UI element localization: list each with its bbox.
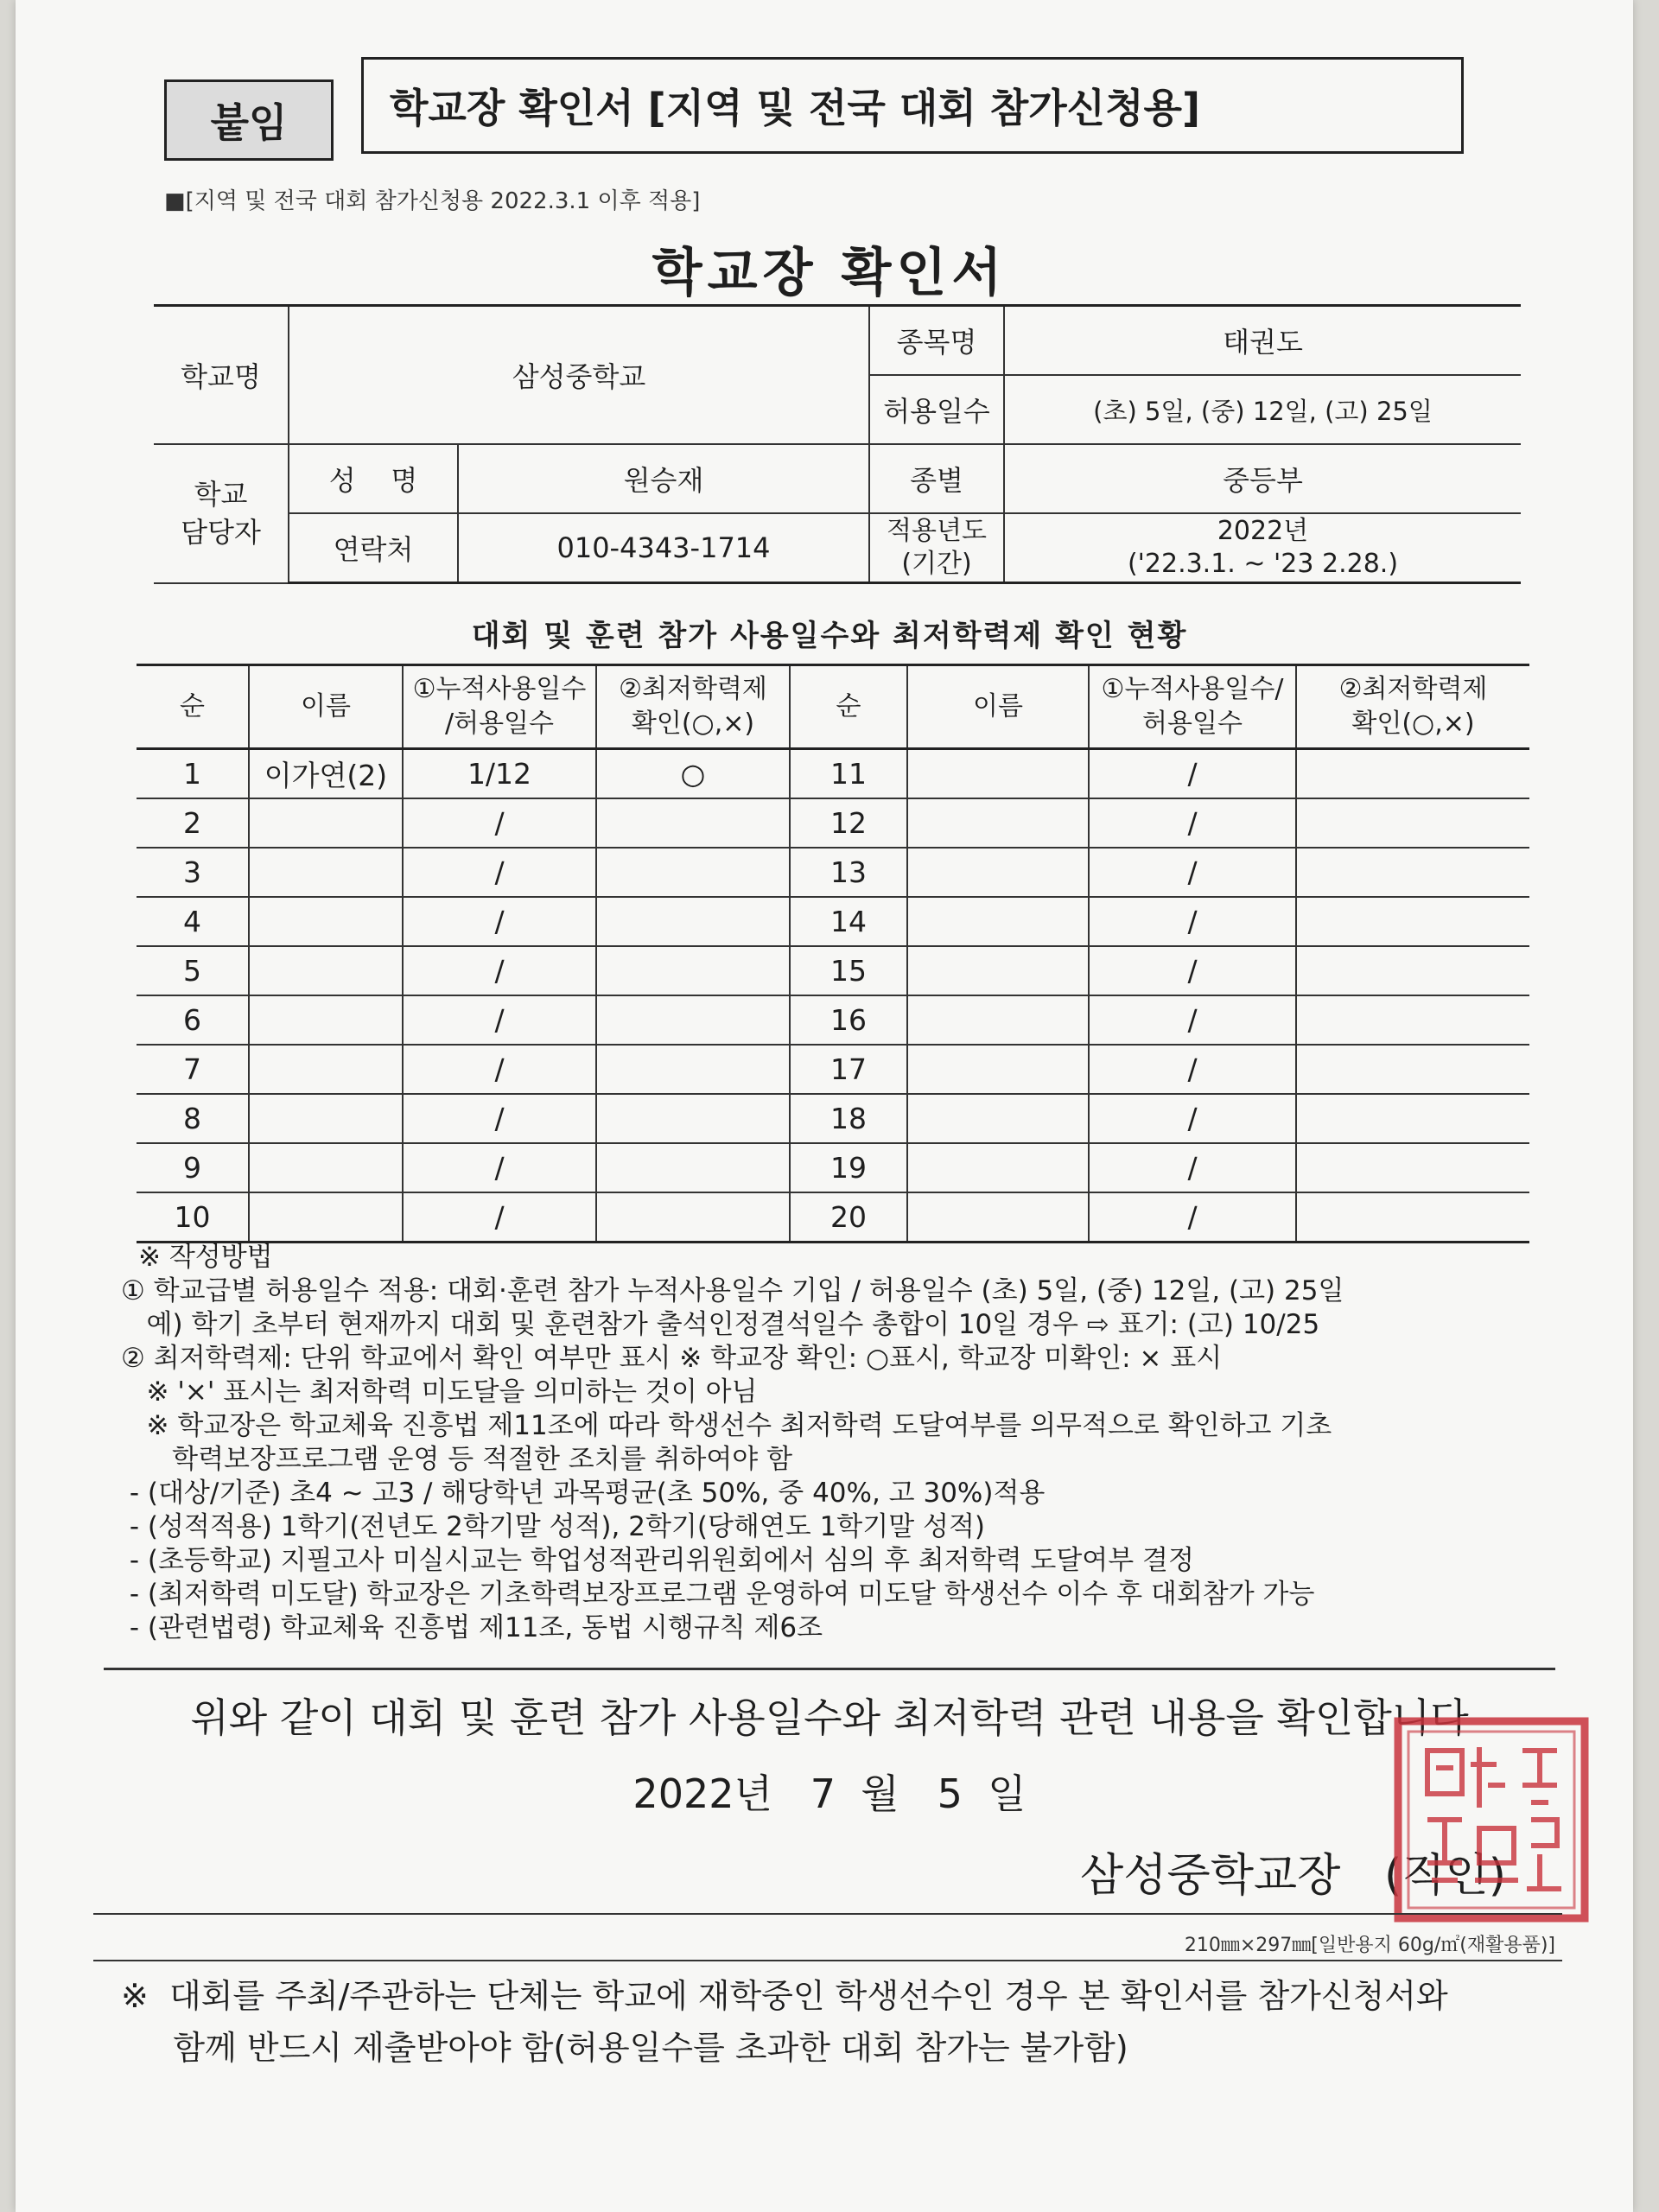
row-no-2: 17	[790, 1045, 907, 1094]
row-check-2	[1296, 1192, 1529, 1243]
writing-instructions	[121, 1241, 1555, 1645]
row-check-2	[1296, 848, 1529, 897]
row-no: 9	[137, 1143, 249, 1192]
manager-name-value: 원승재	[458, 444, 869, 513]
header-name: 이름	[249, 665, 403, 749]
row-name	[249, 1192, 403, 1243]
table-row	[137, 1192, 1529, 1243]
row-name-2	[907, 749, 1089, 799]
row-days-2: /	[1089, 1192, 1296, 1243]
table-row	[137, 1045, 1529, 1094]
row-no: 1	[137, 749, 249, 799]
header-check: ②최저학력제 확인(○,×)	[596, 665, 790, 749]
manager-name-label: 성 명	[289, 444, 458, 513]
year-label: 적용년도 (기간)	[869, 513, 1004, 583]
division-value: 중등부	[1004, 444, 1521, 513]
document-title: 학교장 확인서	[652, 243, 1007, 303]
row-days-2: /	[1089, 897, 1296, 946]
row-days: /	[403, 1045, 596, 1094]
form-title-text: 학교장 확인서 [지역 및 전국 대회 참가신청용]	[390, 85, 1200, 131]
row-days-2: /	[1089, 995, 1296, 1045]
row-days: /	[403, 897, 596, 946]
table-row	[137, 1094, 1529, 1143]
row-check	[596, 798, 790, 848]
row-check	[596, 848, 790, 897]
row-name	[249, 1094, 403, 1143]
row-days: /	[403, 1094, 596, 1143]
row-days: /	[403, 848, 596, 897]
note-heading: ※ 작성방법	[138, 1242, 273, 1273]
row-check	[596, 1094, 790, 1143]
seal-placeholder: (직인)	[1383, 1850, 1506, 1902]
row-days: /	[403, 798, 596, 848]
row-days-2: /	[1089, 1045, 1296, 1094]
year-value: 2022년 ('22.3.1. ~ '23 2.28.)	[1004, 513, 1521, 583]
school-name-value: 삼성중학교	[289, 306, 869, 445]
row-name	[249, 1045, 403, 1094]
row-check	[596, 995, 790, 1045]
row-days-2: /	[1089, 1143, 1296, 1192]
table-row	[137, 995, 1529, 1045]
row-no: 4	[137, 897, 249, 946]
participation-table	[137, 664, 1529, 1243]
row-check-2	[1296, 798, 1529, 848]
row-check-2	[1296, 1143, 1529, 1192]
row-check: ○	[596, 749, 790, 799]
row-check	[596, 1045, 790, 1094]
row-name	[249, 1143, 403, 1192]
table-row	[137, 848, 1529, 897]
row-no-2: 13	[790, 848, 907, 897]
row-no: 5	[137, 946, 249, 995]
note-line: ※ '×' 표시는 최저학력 미도달을 의미하는 것이 아님	[121, 1376, 758, 1408]
row-check-2	[1296, 946, 1529, 995]
row-check-2	[1296, 897, 1529, 946]
row-days-2: /	[1089, 946, 1296, 995]
row-check	[596, 1192, 790, 1243]
note-line: ① 학교급별 허용일수 적용: 대회·훈련 참가 누적사용일수 기입 / 허용일수 (초) 5일, (중) 12일, (고) 25일	[121, 1275, 1344, 1306]
attachment-label-text: 붙임	[210, 99, 288, 146]
row-name	[249, 946, 403, 995]
divider	[93, 1960, 1562, 1961]
note-line: 예) 학기 초부터 현재까지 대회 및 훈련참가 출석인정결석일수 총합이 10일 경우 ⇨ 표기: (고) 10/25	[121, 1309, 1320, 1340]
row-no-2: 15	[790, 946, 907, 995]
manager-label: 학교 담당자	[154, 444, 289, 583]
official-seal-icon	[1393, 1716, 1590, 1923]
note-line: - (관련법령) 학교체육 진흥법 제11조, 동법 시행규칙 제6조	[121, 1612, 823, 1643]
event-value: 태권도	[1004, 306, 1521, 376]
divider	[104, 1668, 1555, 1670]
event-label: 종목명	[869, 306, 1004, 376]
divider	[93, 1913, 1562, 1915]
row-name: 이가연(2)	[249, 749, 403, 799]
table-row	[137, 897, 1529, 946]
row-name	[249, 798, 403, 848]
note-line: - (초등학교) 지필고사 미실시교는 학업성적관리위원회에서 심의 후 최저학력 도달여부 결정	[121, 1545, 1194, 1576]
confirmation-statement: 위와 같이 대회 및 훈련 참가 사용일수와 최저학력 관련 내용을 확인합니다	[190, 1694, 1469, 1741]
table-row	[137, 946, 1529, 995]
row-no: 8	[137, 1094, 249, 1143]
row-days: 1/12	[403, 749, 596, 799]
header-days-2: ①누적사용일수/ 허용일수	[1089, 665, 1296, 749]
row-days: /	[403, 946, 596, 995]
row-check	[596, 1143, 790, 1192]
row-check	[596, 946, 790, 995]
row-name-2	[907, 798, 1089, 848]
scope-note: ■[지역 및 전국 대회 참가신청용 2022.3.1 이후 적용]	[164, 188, 701, 214]
signer-name: 삼성중학교장	[1080, 1850, 1341, 1902]
note-line: ※ 학교장은 학교체육 진흥법 제11조에 따라 학생선수 최저학력 도달여부를 의무적으로 확인하고 기초	[121, 1410, 1332, 1441]
row-no-2: 12	[790, 798, 907, 848]
note-line: - (최저학력 미도달) 학교장은 기초학력보장프로그램 운영하여 미도달 학생선수 이수 후 대회참가 가능	[121, 1579, 1315, 1610]
table-header-row	[137, 665, 1529, 749]
row-name-2	[907, 897, 1089, 946]
attachment-label	[164, 79, 334, 161]
note-line: - (대상/기준) 초4 ~ 고3 / 해당학년 과목평균(초 50%, 중 40%, 고 30%)적용	[121, 1478, 1046, 1509]
allowed-days-label: 허용일수	[869, 375, 1004, 444]
header-name-2: 이름	[907, 665, 1089, 749]
note-line: ② 최저학력제: 단위 학교에서 확인 여부만 표시 ※ 학교장 확인: ○표시, 학교장 미확인: × 표시	[121, 1343, 1223, 1374]
row-no: 3	[137, 848, 249, 897]
form-title-box	[361, 57, 1464, 154]
header-check-2: ②최저학력제 확인(○,×)	[1296, 665, 1529, 749]
contact-label: 연락처	[289, 513, 458, 583]
contact-value: 010-4343-1714	[458, 513, 869, 583]
submission-note: ※ 대회를 주최/주관하는 단체는 학교에 재학중인 학생선수인 경우 본 확인서를 참가신청서와 함께 반드시 제출받아야 함(허용일수를 초과한 대회 참가는 불가함)	[121, 1977, 1448, 2067]
row-no-2: 11	[790, 749, 907, 799]
note-line: 학력보장프로그램 운영 등 적절한 조치를 취하여야 함	[121, 1444, 793, 1475]
row-no-2: 18	[790, 1094, 907, 1143]
paper-spec: 210㎜×297㎜[일반용지 60g/㎡(재활용품)]	[1184, 1935, 1555, 1956]
row-no: 7	[137, 1045, 249, 1094]
row-no-2: 19	[790, 1143, 907, 1192]
allowed-days-value: (초) 5일, (중) 12일, (고) 25일	[1004, 375, 1521, 444]
section-title: 대회 및 훈련 참가 사용일수와 최저학력제 확인 현황	[471, 619, 1188, 653]
row-no: 6	[137, 995, 249, 1045]
row-name-2	[907, 1143, 1089, 1192]
row-check-2	[1296, 1045, 1529, 1094]
note-line: - (성적적용) 1학기(전년도 2학기말 성적), 2학기(당해연도 1학기말 성적)	[121, 1511, 985, 1542]
row-days-2: /	[1089, 749, 1296, 799]
row-no: 2	[137, 798, 249, 848]
row-days-2: /	[1089, 848, 1296, 897]
row-name	[249, 995, 403, 1045]
row-name	[249, 848, 403, 897]
row-check	[596, 897, 790, 946]
row-check-2	[1296, 749, 1529, 799]
row-days-2: /	[1089, 798, 1296, 848]
row-check-2	[1296, 1094, 1529, 1143]
row-days-2: /	[1089, 1094, 1296, 1143]
row-days: /	[403, 1143, 596, 1192]
header-no: 순	[137, 665, 249, 749]
row-name-2	[907, 848, 1089, 897]
header-no-2: 순	[790, 665, 907, 749]
row-name-2	[907, 1192, 1089, 1243]
school-info-table	[154, 304, 1521, 584]
table-row	[137, 749, 1529, 799]
row-days: /	[403, 1192, 596, 1243]
header-days: ①누적사용일수 /허용일수	[403, 665, 596, 749]
row-check-2	[1296, 995, 1529, 1045]
row-no-2: 16	[790, 995, 907, 1045]
row-name-2	[907, 1045, 1089, 1094]
school-name-label: 학교명	[154, 306, 289, 445]
confirmation-date: 2022년 7 월 5 일	[632, 1770, 1027, 1817]
table-row	[137, 1143, 1529, 1192]
row-name-2	[907, 995, 1089, 1045]
division-label: 종별	[869, 444, 1004, 513]
row-days: /	[403, 995, 596, 1045]
row-name	[249, 897, 403, 946]
row-name-2	[907, 1094, 1089, 1143]
table-row	[137, 798, 1529, 848]
row-no-2: 14	[790, 897, 907, 946]
row-no-2: 20	[790, 1192, 907, 1243]
row-no: 10	[137, 1192, 249, 1243]
row-name-2	[907, 946, 1089, 995]
